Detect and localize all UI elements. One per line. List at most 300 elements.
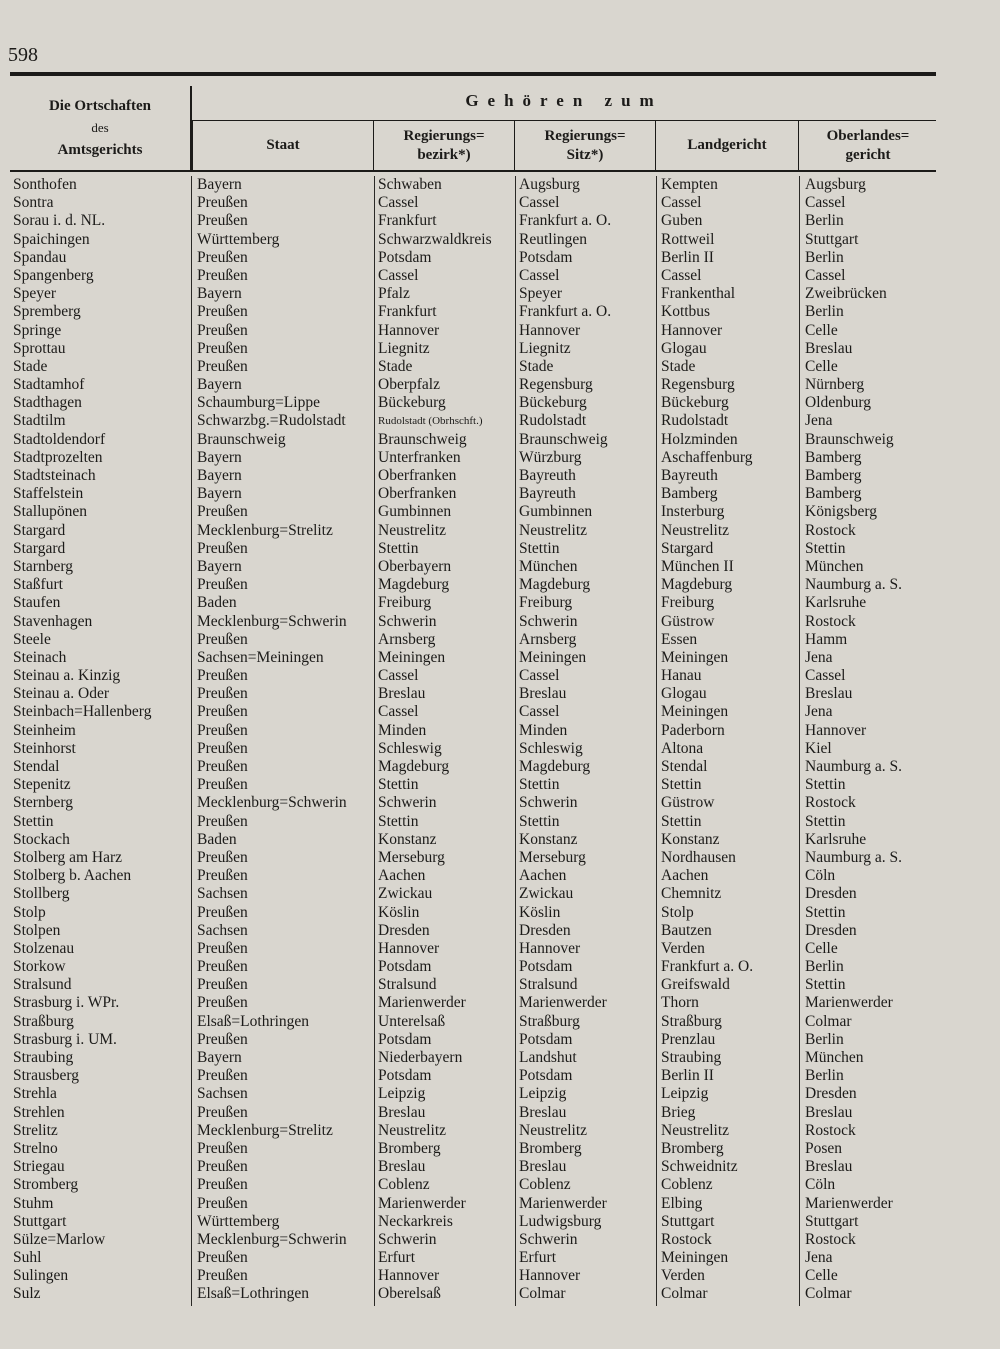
header-regbezirk-line2: bezirk*) — [417, 146, 471, 163]
cell-landgericht: Straubing — [661, 1049, 722, 1066]
cell-regierungsbezirk: Schwarzwaldkreis — [378, 230, 492, 248]
cell-regierungsbezirk: Stettin — [378, 539, 419, 557]
column-oberlandesgericht — [805, 176, 940, 1304]
column-divider — [191, 176, 192, 1306]
cell-staat: Preußen — [197, 848, 248, 866]
header-olg — [798, 121, 937, 170]
header-regbezirk — [373, 121, 514, 170]
cell-regierungsbezirk: Schwerin — [378, 612, 437, 630]
cell-landgericht: Verden — [661, 939, 705, 957]
cell-ortschaft: Speyer — [13, 285, 57, 303]
cell-oberlandesgericht: Stettin — [805, 539, 846, 557]
cell-oberlandesgericht: Zweibrücken — [805, 285, 887, 303]
cell-regierungsbezirk: Leipzig — [378, 1085, 426, 1103]
header-staat-label: Staat — [266, 137, 300, 153]
cell-staat: Preußen — [197, 721, 248, 739]
cell-staat: Preußen — [197, 994, 248, 1012]
cell-staat: Preußen — [197, 703, 248, 721]
cell-regierungsbezirk: Neckarkreis — [378, 1212, 453, 1230]
cell-regierungssitz: Arnsberg — [519, 630, 577, 648]
cell-regierungsbezirk: Oberbayern — [378, 557, 452, 575]
cell-ortschaft: Staufen — [13, 594, 61, 612]
page-number: 598 — [8, 44, 38, 66]
cell-ortschaft: Stadthagen — [13, 394, 82, 412]
cell-landgericht: Essen — [661, 630, 698, 648]
cell-staat: Preußen — [197, 685, 248, 703]
cell-oberlandesgericht: Dresden — [805, 921, 857, 939]
cell-oberlandesgericht: Celle — [805, 357, 838, 375]
cell-staat: Preußen — [197, 321, 248, 339]
cell-ortschaft: Suhl — [13, 1249, 42, 1267]
cell-regierungssitz: Stettin — [519, 776, 560, 794]
header-ortschaften-line1: Die Ortschaften — [48, 98, 152, 114]
cell-landgericht: Güstrow — [661, 612, 715, 630]
cell-regierungssitz: Breslau — [519, 1158, 567, 1176]
cell-regierungsbezirk: Cassel — [378, 266, 419, 284]
cell-staat: Mecklenburg=Schwerin — [197, 794, 347, 812]
cell-regierungssitz: Stettin — [519, 812, 560, 830]
cell-oberlandesgericht: Bamberg — [805, 448, 862, 466]
cell-regierungssitz: München — [519, 557, 578, 575]
cell-oberlandesgericht: Berlin — [805, 212, 844, 230]
cell-oberlandesgericht: Stuttgart — [805, 230, 859, 248]
cell-regierungssitz: Frankfurt a. O. — [519, 303, 612, 321]
cell-staat: Preußen — [197, 776, 248, 794]
column-landgericht — [661, 176, 797, 1304]
cell-landgericht: Meiningen — [661, 1249, 729, 1267]
cell-landgericht: Bückeburg — [661, 394, 729, 412]
cell-regierungssitz: Cassel — [519, 667, 560, 685]
cell-oberlandesgericht: Cassel — [805, 266, 846, 284]
cell-regierungsbezirk: Oberfranken — [378, 485, 457, 503]
cell-landgericht: München II — [661, 557, 734, 575]
cell-oberlandesgericht: Nürnberg — [805, 376, 865, 394]
cell-regierungssitz: Würzburg — [519, 448, 582, 466]
cell-staat: Preußen — [197, 1067, 248, 1085]
cell-staat: Preußen — [197, 812, 248, 830]
cell-regierungsbezirk: Schwaben — [378, 176, 442, 193]
cell-landgericht: Frankfurt a. O. — [661, 958, 754, 976]
cell-staat: Preußen — [197, 339, 248, 357]
cell-regierungssitz: Cassel — [519, 266, 560, 284]
cell-oberlandesgericht: Cöln — [805, 867, 836, 885]
cell-landgericht: Stolp — [661, 903, 694, 921]
cell-ortschaft: Stavenhagen — [13, 612, 93, 630]
cell-landgericht: Schweidnitz — [661, 1158, 738, 1176]
cell-regierungsbezirk: Erfurt — [378, 1249, 416, 1267]
cell-oberlandesgericht: Stettin — [805, 812, 846, 830]
cell-regierungssitz: Cassel — [519, 703, 560, 721]
cell-regierungssitz: Stade — [519, 357, 554, 375]
cell-regierungssitz: Aachen — [519, 867, 567, 885]
cell-oberlandesgericht: Colmar — [805, 1012, 852, 1030]
header-regsitz-line2: Sitz*) — [566, 146, 604, 163]
cell-landgericht: Bamberg — [661, 485, 718, 503]
cell-regierungsbezirk: Potsdam — [378, 248, 432, 266]
column-divider — [515, 176, 516, 1306]
cell-landgericht: Elbing — [661, 1194, 703, 1212]
cell-ortschaft: Steinau a. Oder — [13, 685, 109, 703]
cell-regierungssitz: Magdeburg — [519, 758, 591, 775]
cell-ortschaft: Stadtamhof — [13, 376, 85, 394]
cell-ortschaft: Springe — [13, 321, 62, 339]
cell-staat: Bayern — [197, 467, 242, 484]
cell-landgericht: Neustrelitz — [661, 521, 730, 539]
cell-staat: Preußen — [197, 266, 248, 284]
cell-landgericht: Stettin — [661, 776, 702, 794]
cell-landgericht: Cassel — [661, 266, 702, 284]
cell-staat: Bayern — [197, 176, 242, 193]
cell-staat: Mecklenburg=Strelitz — [197, 521, 333, 539]
cell-regierungsbezirk: Magdeburg — [378, 576, 450, 594]
cell-landgericht: Meiningen — [661, 648, 729, 666]
cell-oberlandesgericht: Oldenburg — [805, 394, 872, 412]
cell-staat: Sachsen — [197, 885, 248, 903]
cell-staat: Preußen — [197, 1267, 248, 1285]
cell-landgericht: Glogau — [661, 685, 707, 703]
cell-landgericht: Güstrow — [661, 794, 715, 812]
cell-ortschaft: Steinau a. Kinzig — [13, 667, 121, 685]
cell-ortschaft: Sprottau — [13, 339, 66, 357]
cell-ortschaft: Stallupönen — [13, 503, 88, 521]
cell-regierungsbezirk: Schleswig — [378, 739, 442, 757]
cell-regierungssitz: Liegnitz — [519, 339, 571, 357]
cell-ortschaft: Spaichingen — [13, 230, 90, 248]
cell-ortschaft: Stolpen — [13, 921, 61, 939]
cell-landgericht: Stargard — [661, 539, 714, 557]
cell-regierungsbezirk: Oberelsaß — [378, 1285, 441, 1303]
cell-regierungsbezirk: Arnsberg — [378, 630, 436, 648]
cell-oberlandesgericht: Hannover — [805, 721, 867, 739]
cell-regierungssitz: Colmar — [519, 1285, 566, 1303]
cell-regierungsbezirk: Konstanz — [378, 830, 437, 848]
cell-landgericht: Paderborn — [661, 721, 725, 739]
cell-regierungsbezirk: Dresden — [378, 921, 430, 939]
cell-staat: Württemberg — [197, 230, 280, 248]
cell-staat: Preußen — [197, 212, 248, 230]
cell-regierungsbezirk: Stettin — [378, 812, 419, 830]
cell-oberlandesgericht: Rostock — [805, 612, 856, 630]
cell-oberlandesgericht: Karlsruhe — [805, 830, 867, 848]
cell-regierungssitz: Marienwerder — [519, 994, 607, 1012]
top-rule — [10, 72, 936, 76]
cell-ortschaft: Stolp — [13, 903, 46, 921]
cell-oberlandesgericht: Breslau — [805, 1103, 853, 1121]
cell-ortschaft: Strelno — [13, 1139, 58, 1157]
cell-regierungssitz: Reutlingen — [519, 230, 588, 248]
cell-landgericht: Altona — [661, 739, 704, 757]
cell-ortschaft: Stadtsteinach — [13, 467, 96, 484]
cell-ortschaft: Starnberg — [13, 557, 73, 575]
cell-staat: Preußen — [197, 1139, 248, 1157]
cell-regierungsbezirk: Bückeburg — [378, 394, 446, 412]
cell-landgericht: Meiningen — [661, 703, 729, 721]
cell-regierungssitz: Rudolstadt — [519, 412, 587, 430]
cell-oberlandesgericht: Naumburg a. S. — [805, 848, 903, 866]
cell-regierungsbezirk: Rudolstadt (Obrhschft.) — [378, 415, 483, 428]
cell-regierungsbezirk: Meiningen — [378, 648, 446, 666]
header-regbezirk-line1: Regierungs= — [403, 127, 485, 144]
cell-regierungssitz: Potsdam — [519, 1067, 573, 1085]
cell-oberlandesgericht: Cöln — [805, 1176, 836, 1194]
cell-regierungssitz: Freiburg — [519, 594, 573, 612]
cell-regierungssitz: Dresden — [519, 921, 571, 939]
cell-landgericht: Verden — [661, 1267, 705, 1285]
cell-ortschaft: Steinbach=Hallenberg — [13, 703, 152, 721]
cell-ortschaft: Sontra — [13, 194, 54, 212]
cell-staat: Preußen — [197, 739, 248, 757]
cell-oberlandesgericht: Rostock — [805, 1230, 856, 1248]
cell-oberlandesgericht: Rostock — [805, 794, 856, 812]
cell-regierungssitz: Cassel — [519, 194, 560, 212]
cell-landgericht: Frankenthal — [661, 285, 736, 303]
cell-staat: Preußen — [197, 1103, 248, 1121]
cell-regierungssitz: Konstanz — [519, 830, 578, 848]
cell-oberlandesgericht: Marienwerder — [805, 1194, 893, 1212]
cell-ortschaft: Strausberg — [13, 1067, 80, 1085]
cell-regierungsbezirk: Marienwerder — [378, 1194, 466, 1212]
cell-landgericht: Nordhausen — [661, 848, 736, 866]
cell-staat: Württemberg — [197, 1212, 280, 1230]
column-ortschaften — [13, 176, 189, 1304]
cell-regierungsbezirk: Neustrelitz — [378, 1121, 447, 1139]
header-landgericht-label: Landgericht — [687, 137, 767, 153]
cell-staat: Preußen — [197, 303, 248, 321]
cell-regierungsbezirk: Potsdam — [378, 1067, 432, 1085]
cell-oberlandesgericht: München — [805, 557, 864, 575]
cell-staat: Preußen — [197, 976, 248, 994]
cell-ortschaft: Stockach — [13, 830, 70, 848]
cell-regierungssitz: Braunschweig — [519, 430, 608, 448]
cell-ortschaft: Stromberg — [13, 1176, 79, 1194]
cell-ortschaft: Strehla — [13, 1085, 57, 1103]
cell-regierungssitz: Potsdam — [519, 248, 573, 266]
cell-oberlandesgericht: Königsberg — [805, 503, 878, 521]
cell-regierungssitz: Bromberg — [519, 1139, 582, 1157]
cell-oberlandesgericht: Augsburg — [805, 176, 866, 193]
header-olg-line1: Oberlandes= — [826, 127, 910, 144]
cell-landgericht: Thorn — [661, 994, 699, 1012]
header-olg-line2: gericht — [845, 146, 891, 163]
column-regbezirk — [378, 176, 514, 1304]
cell-ortschaft: Stuttgart — [13, 1212, 67, 1230]
cell-regierungsbezirk: Coblenz — [378, 1176, 430, 1194]
cell-regierungsbezirk: Marienwerder — [378, 994, 466, 1012]
cell-regierungsbezirk: Cassel — [378, 667, 419, 685]
cell-regierungssitz: Meiningen — [519, 648, 587, 666]
cell-regierungsbezirk: Unterfranken — [378, 448, 461, 466]
cell-regierungsbezirk: Potsdam — [378, 1030, 432, 1048]
cell-staat: Preußen — [197, 194, 248, 212]
cell-regierungsbezirk: Breslau — [378, 1103, 426, 1121]
cell-ortschaft: Staßfurt — [13, 576, 63, 594]
cell-landgericht: Bromberg — [661, 1139, 724, 1157]
header-gehoeren: Gehören zum — [192, 86, 936, 121]
cell-ortschaft: Straßburg — [13, 1012, 74, 1030]
cell-ortschaft: Spremberg — [13, 303, 81, 321]
cell-regierungssitz: Köslin — [519, 903, 561, 921]
cell-regierungsbezirk: Oberpfalz — [378, 376, 440, 394]
cell-oberlandesgericht: Jena — [805, 1249, 833, 1267]
cell-regierungsbezirk: Cassel — [378, 703, 419, 721]
cell-staat: Bayern — [197, 448, 242, 466]
cell-regierungsbezirk: Stade — [378, 357, 413, 375]
cell-regierungssitz: Hannover — [519, 1267, 581, 1285]
column-divider — [374, 176, 375, 1306]
cell-oberlandesgericht: Rostock — [805, 1121, 856, 1139]
cell-regierungssitz: Stralsund — [519, 976, 578, 994]
cell-regierungsbezirk: Stettin — [378, 776, 419, 794]
cell-staat: Preußen — [197, 1158, 248, 1176]
cell-oberlandesgericht: Berlin — [805, 958, 844, 976]
cell-staat: Sachsen — [197, 921, 248, 939]
cell-landgericht: Kottbus — [661, 303, 711, 321]
cell-staat: Preußen — [197, 1249, 248, 1267]
cell-staat: Mecklenburg=Schwerin — [197, 612, 347, 630]
header-ortschaften — [10, 86, 192, 170]
cell-oberlandesgericht: Karlsruhe — [805, 594, 867, 612]
cell-regierungsbezirk: Hannover — [378, 321, 440, 339]
cell-landgericht: Guben — [661, 212, 703, 230]
cell-regierungsbezirk: Cassel — [378, 194, 419, 212]
cell-staat: Bayern — [197, 376, 242, 394]
cell-ortschaft: Spandau — [13, 248, 67, 266]
cell-staat: Preußen — [197, 667, 248, 685]
cell-regierungssitz: Merseburg — [519, 848, 586, 866]
cell-landgericht: Cassel — [661, 194, 702, 212]
cell-oberlandesgericht: Berlin — [805, 303, 844, 321]
cell-regierungsbezirk: Oberfranken — [378, 467, 457, 484]
cell-landgericht: Magdeburg — [661, 576, 733, 594]
cell-ortschaft: Stolberg am Harz — [13, 848, 123, 866]
cell-oberlandesgericht: Celle — [805, 321, 838, 339]
header-ortschaften-line2: des — [91, 120, 109, 135]
cell-ortschaft: Striegau — [13, 1158, 65, 1176]
cell-regierungsbezirk: Potsdam — [378, 958, 432, 976]
cell-regierungsbezirk: Frankfurt — [378, 212, 437, 230]
cell-landgericht: Chemnitz — [661, 885, 722, 903]
cell-oberlandesgericht: Dresden — [805, 1085, 857, 1103]
cell-regierungssitz: Neustrelitz — [519, 1121, 588, 1139]
cell-oberlandesgericht: Stettin — [805, 776, 846, 794]
cell-landgericht: Rottweil — [661, 230, 715, 248]
cell-landgericht: Kempten — [661, 176, 718, 193]
header-landgericht — [655, 121, 798, 170]
cell-ortschaft: Stuhm — [13, 1194, 54, 1212]
header-staat — [192, 121, 373, 170]
cell-staat: Preußen — [197, 1030, 248, 1048]
cell-landgericht: Berlin II — [661, 1067, 714, 1085]
cell-ortschaft: Stettin — [13, 812, 54, 830]
cell-staat: Preußen — [197, 867, 248, 885]
cell-oberlandesgericht: Cassel — [805, 667, 846, 685]
cell-ortschaft: Steinheim — [13, 721, 76, 739]
cell-regierungsbezirk: Zwickau — [378, 885, 433, 903]
cell-ortschaft: Stade — [13, 357, 48, 375]
cell-staat: Preußen — [197, 503, 248, 521]
cell-staat: Baden — [197, 830, 237, 848]
cell-landgericht: Rudolstadt — [661, 412, 729, 430]
cell-oberlandesgericht: Jena — [805, 648, 833, 666]
cell-regierungsbezirk: Aachen — [378, 867, 426, 885]
cell-ortschaft: Stolzenau — [13, 939, 75, 957]
cell-staat: Preußen — [197, 539, 248, 557]
cell-regierungssitz: Breslau — [519, 685, 567, 703]
cell-ortschaft: Stollberg — [13, 885, 70, 903]
cell-regierungssitz: Bayreuth — [519, 485, 576, 503]
cell-ortschaft: Steinach — [13, 648, 67, 666]
cell-oberlandesgericht: Stettin — [805, 976, 846, 994]
cell-oberlandesgericht: Bamberg — [805, 467, 862, 484]
cell-landgericht: Freiburg — [661, 594, 715, 612]
cell-ortschaft: Stolberg b. Aachen — [13, 867, 132, 885]
cell-oberlandesgericht: Berlin — [805, 1067, 844, 1085]
cell-regierungsbezirk: Gumbinnen — [378, 503, 452, 521]
cell-landgericht: Aachen — [661, 867, 709, 885]
cell-staat: Mecklenburg=Schwerin — [197, 1230, 347, 1248]
cell-regierungssitz: Frankfurt a. O. — [519, 212, 612, 230]
cell-oberlandesgericht: Breslau — [805, 339, 853, 357]
cell-regierungsbezirk: Frankfurt — [378, 303, 437, 321]
cell-regierungsbezirk: Breslau — [378, 685, 426, 703]
cell-staat: Elsaß=Lothringen — [197, 1012, 310, 1030]
column-divider — [799, 176, 800, 1306]
cell-oberlandesgericht: Marienwerder — [805, 994, 893, 1012]
cell-oberlandesgericht: Jena — [805, 703, 833, 721]
cell-regierungsbezirk: Freiburg — [378, 594, 432, 612]
cell-oberlandesgericht: Colmar — [805, 1285, 852, 1303]
cell-ortschaft: Strehlen — [13, 1103, 65, 1121]
cell-oberlandesgericht: Breslau — [805, 685, 853, 703]
cell-staat: Preußen — [197, 958, 248, 976]
cell-regierungssitz: Breslau — [519, 1103, 567, 1121]
cell-regierungssitz: Schleswig — [519, 739, 583, 757]
cell-regierungssitz: Hannover — [519, 939, 581, 957]
cell-landgericht: Regensburg — [661, 376, 735, 394]
cell-regierungssitz: Hannover — [519, 321, 581, 339]
cell-ortschaft: Stargard — [13, 539, 66, 557]
cell-ortschaft: Strasburg i. WPr. — [13, 994, 120, 1012]
cell-regierungssitz: Erfurt — [519, 1249, 557, 1267]
cell-ortschaft: Straubing — [13, 1049, 74, 1066]
cell-ortschaft: Sorau i. d. NL. — [13, 212, 106, 230]
cell-regierungssitz: Minden — [519, 721, 568, 739]
cell-landgericht: Bautzen — [661, 921, 712, 939]
cell-ortschaft: Stralsund — [13, 976, 72, 994]
cell-regierungssitz: Coblenz — [519, 1176, 571, 1194]
cell-landgericht: Coblenz — [661, 1176, 713, 1194]
cell-landgericht: Neustrelitz — [661, 1121, 730, 1139]
cell-landgericht: Glogau — [661, 339, 707, 357]
cell-regierungssitz: Leipzig — [519, 1085, 567, 1103]
cell-regierungsbezirk: Unterelsaß — [378, 1012, 446, 1030]
cell-ortschaft: Stadtilm — [13, 412, 66, 430]
cell-ortschaft: Staffelstein — [13, 485, 84, 503]
cell-staat: Preußen — [197, 939, 248, 957]
column-divider — [656, 176, 657, 1306]
cell-oberlandesgericht: Cassel — [805, 194, 846, 212]
cell-landgericht: Greifswald — [661, 976, 730, 994]
cell-landgericht: Hanau — [661, 667, 702, 685]
cell-regierungsbezirk: Schwerin — [378, 794, 437, 812]
cell-staat: Preußen — [197, 1176, 248, 1194]
header-ortschaften-line3: Amtsgerichts — [57, 142, 143, 158]
cell-oberlandesgericht: Naumburg a. S. — [805, 758, 903, 775]
cell-ortschaft: Storkow — [13, 958, 66, 976]
cell-ortschaft: Stargard — [13, 521, 66, 539]
cell-landgericht: Konstanz — [661, 830, 720, 848]
cell-oberlandesgericht: Celle — [805, 1267, 838, 1285]
